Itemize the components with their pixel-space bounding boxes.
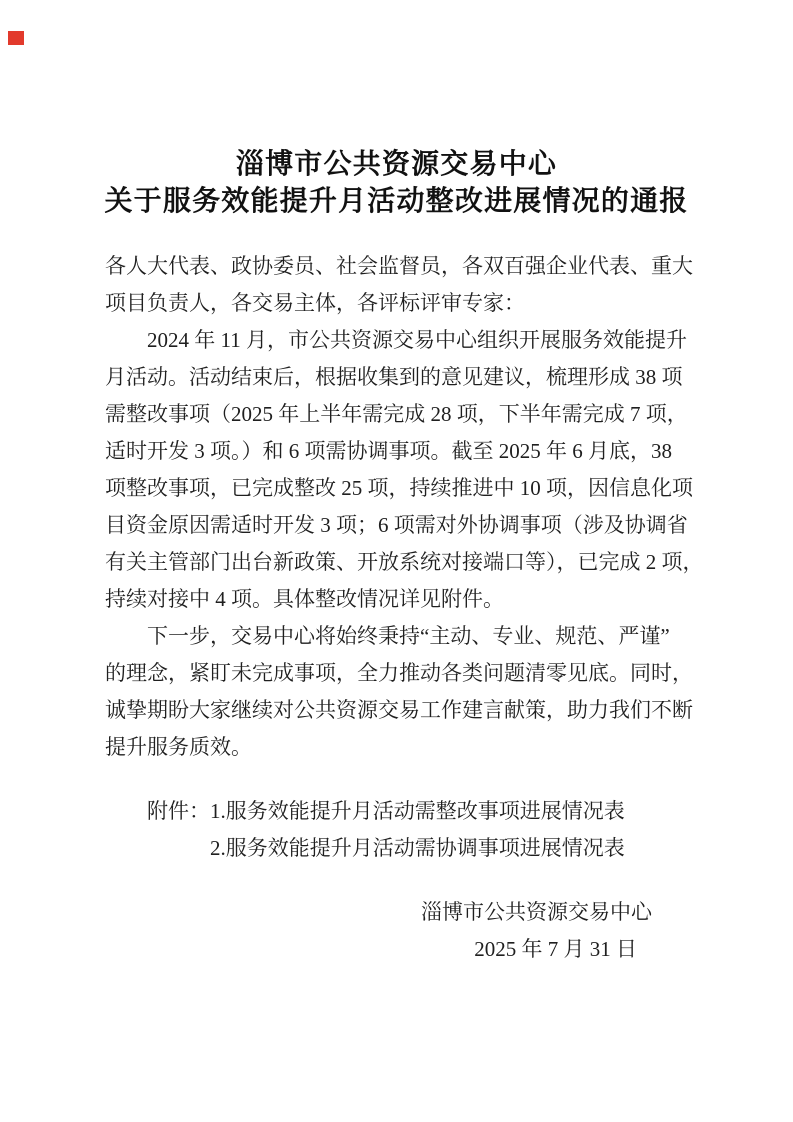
body-line: 项整改事项，已完成整改 25 项，持续推进中 10 项，因信息化项: [105, 476, 693, 500]
body-line: 目资金原因需适时开发 3 项；6 项需对外协调事项（涉及协调省: [105, 513, 688, 537]
document-title: [0, 146, 793, 220]
body-line: 月活动。活动结束后，根据收集到的意见建议，梳理形成 38 项: [105, 365, 683, 389]
attachment-line: 附件：1.服务效能提升月活动需整改事项进展情况表: [105, 799, 625, 823]
attachment-line: 2.服务效能提升月活动需协调事项进展情况表: [105, 836, 625, 860]
signature-org: 淄博市公共资源交易中心: [421, 900, 652, 924]
body-line: 项目负责人，各交易主体，各评标评审专家：: [105, 291, 525, 315]
attachments-list: [105, 793, 693, 867]
body-line: 持续对接中 4 项。具体整改情况详见附件。: [105, 587, 504, 611]
signature-block: [105, 894, 693, 968]
body-line: 适时开发 3 项。）和 6 项需协调事项。截至 2025 年 6 月底，38: [105, 439, 672, 463]
body-line: 下一步，交易中心将始终秉持“主动、专业、规范、严谨”: [105, 624, 670, 648]
signature-date: 2025 年 7 月 31 日: [474, 937, 637, 961]
body-line: 有关主管部门出台新政策、开放系统对接端口等），已完成 2 项，: [105, 550, 704, 574]
document-body: [105, 248, 704, 766]
body-line: 提升服务质效。: [105, 735, 252, 759]
red-mark: [8, 31, 24, 45]
body-line: 的理念，紧盯未完成事项，全力推动各类问题清零见底。同时，: [105, 661, 693, 685]
body-line: 各人大代表、政协委员、社会监督员，各双百强企业代表、重大: [105, 254, 693, 278]
body-line: 需整改事项（2025 年上半年需完成 28 项，下半年需完成 7 项，: [105, 402, 688, 426]
document-title-line2: 关于服务效能提升月活动整改进展情况的通报: [104, 186, 689, 217]
body-line: 诚挚期盼大家继续对公共资源交易工作建言献策，助力我们不断: [105, 698, 693, 722]
body-line: 2024 年 11 月，市公共资源交易中心组织开展服务效能提升: [105, 328, 687, 352]
document-title-line1: 淄博市公共资源交易中心: [235, 149, 558, 180]
